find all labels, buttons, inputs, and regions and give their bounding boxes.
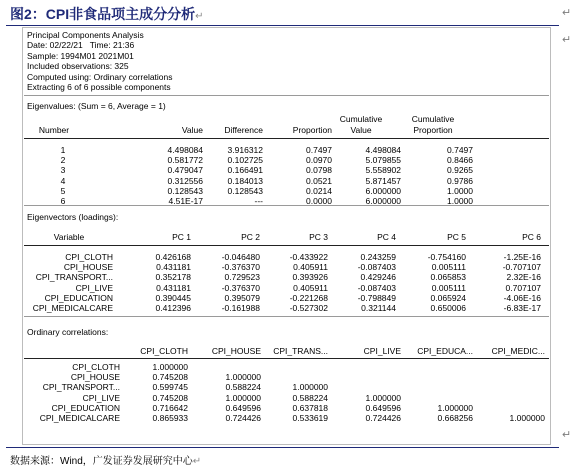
- table-cell: 0.716642: [152, 402, 188, 413]
- table-cell: 1.000000: [437, 402, 473, 413]
- column-header: CPI_HOUSE: [211, 346, 261, 356]
- table-cell: -0.376370: [221, 282, 260, 293]
- row-label: CPI_TRANSPORT...: [35, 272, 113, 283]
- table-cell: 1.000000: [365, 392, 401, 403]
- table-cell: 0.065924: [430, 292, 466, 303]
- table-divider: [24, 245, 549, 246]
- table-cell: -0.707107: [502, 262, 541, 273]
- row-number: 2: [60, 155, 66, 166]
- return-mark-icon: ↵: [195, 11, 204, 22]
- table-cell: 0.533619: [292, 413, 328, 423]
- row-label: CPI_TRANSPORT...: [42, 382, 120, 393]
- table-cell: 0.724426: [225, 413, 261, 423]
- table-cell: 0.312556: [167, 175, 203, 186]
- column-header: CPI_EDUCA...: [417, 346, 473, 356]
- column-header: CPI_LIVE: [363, 346, 401, 356]
- row-number: 3: [60, 165, 66, 176]
- table-cell: 6.000000: [365, 196, 401, 206]
- row-number: 6: [60, 196, 66, 206]
- table-cell: -0.754160: [427, 252, 466, 262]
- table-cell: 0.0798: [306, 165, 332, 176]
- table-cell: 1.000000: [152, 362, 188, 372]
- table-cell: 4.498084: [167, 145, 203, 155]
- table-cell: -0.433922: [289, 252, 328, 262]
- table-cell: -0.527302: [289, 303, 328, 313]
- table-cell: 1.000000: [509, 413, 545, 423]
- header-line: Sample: 1994M01 2021M01: [27, 50, 134, 61]
- eviews-output-panel: [22, 27, 551, 445]
- table-cell: 0.390445: [155, 292, 191, 303]
- table-cell: -0.087403: [357, 282, 396, 293]
- column-header: PC 2: [241, 232, 260, 242]
- table-cell: 0.7497: [306, 145, 332, 155]
- table-cell: 0.479047: [167, 165, 203, 176]
- header-line: Included observations: 325: [27, 61, 129, 72]
- table-cell: 0.8466: [447, 155, 473, 166]
- column-header: Cumulative: [339, 114, 383, 124]
- table-cell: -0.221268: [289, 292, 328, 303]
- column-header: PC 3: [309, 232, 328, 242]
- column-header: Proportion: [292, 125, 332, 135]
- header-line: Computed using: Ordinary correlations: [27, 71, 173, 82]
- table-cell: -0.046480: [221, 252, 260, 262]
- table-cell: 0.431181: [156, 282, 191, 293]
- column-header: Variable: [53, 232, 85, 242]
- column-header: PC 6: [522, 232, 541, 242]
- row-label: CPI_HOUSE: [70, 372, 120, 383]
- column-header: Proportion: [413, 125, 453, 135]
- table-cell: -6.83E-17: [503, 303, 541, 313]
- column-header: PC 4: [377, 232, 396, 242]
- table-cell: 0.650006: [430, 303, 466, 313]
- column-header: Cumulative: [411, 114, 455, 124]
- table-cell: 0.184013: [227, 175, 263, 186]
- table-cell: 0.431181: [156, 262, 191, 273]
- column-header: Value: [350, 125, 372, 135]
- table-cell: 0.393926: [292, 272, 328, 283]
- row-label: CPI_EDUCATION: [51, 402, 120, 413]
- table-cell: 0.395079: [224, 292, 260, 303]
- row-label: CPI_CLOTH: [72, 362, 120, 372]
- table-cell: 0.9265: [447, 165, 473, 176]
- row-label: CPI_LIVE: [82, 392, 120, 403]
- table-cell: 5.558902: [365, 165, 401, 176]
- table-cell: 4.498084: [365, 145, 401, 155]
- table-cell: 0.426168: [155, 252, 191, 262]
- table-cell: 6.000000: [365, 185, 401, 196]
- table-cell: 0.9786: [447, 175, 473, 186]
- table-cell: 0.412396: [155, 303, 191, 313]
- table-cell: -4.06E-16: [503, 292, 541, 303]
- row-label: CPI_MEDICALCARE: [39, 413, 120, 423]
- table-cell: 0.128543: [167, 185, 203, 196]
- table-cell: 0.243259: [360, 252, 396, 262]
- table-cell: 1.0000: [447, 196, 473, 206]
- column-header: CPI_MEDIC...: [491, 346, 545, 356]
- title-divider: [6, 25, 559, 26]
- table-cell: 0.745208: [152, 392, 188, 403]
- table-cell: -0.161988: [221, 303, 260, 313]
- return-mark-icon: ↵: [192, 456, 202, 467]
- table-cell: 4.51E-17: [168, 196, 203, 206]
- table-cell: 0.065853: [430, 272, 466, 283]
- table-cell: 1.0000: [447, 185, 473, 196]
- table-cell: 0.7497: [447, 145, 473, 155]
- analysis-header: [27, 30, 173, 92]
- table-cell: 2.32E-16: [506, 272, 541, 283]
- footer-divider: [6, 447, 559, 448]
- table-cell: 0.724426: [365, 413, 401, 423]
- divider: [24, 95, 549, 96]
- column-header: Number: [38, 125, 70, 135]
- column-header: PC 1: [172, 232, 191, 242]
- column-header: CPI_CLOTH: [140, 346, 188, 356]
- column-header: Value: [181, 125, 203, 135]
- table-cell: 0.649596: [225, 402, 261, 413]
- table-cell: 3.916312: [227, 145, 263, 155]
- figure-title: 图2：CPI非食品项主成分分析↵: [10, 6, 204, 22]
- row-label: CPI_HOUSE: [63, 262, 113, 273]
- header-line: Principal Components Analysis: [27, 30, 144, 40]
- table-cell: 1.000000: [292, 382, 328, 393]
- table-cell: 0.599745: [152, 382, 188, 393]
- header-line: Date: 02/22/21 Time: 21:36: [27, 40, 135, 51]
- table-cell: 0.668256: [437, 413, 473, 423]
- table-cell: 0.0521: [306, 175, 332, 186]
- table-cell: 0.352178: [155, 272, 191, 283]
- paragraph-mark-icon: ↵: [562, 429, 572, 441]
- column-header: CPI_TRANS...: [273, 346, 328, 356]
- table-cell: ---: [254, 196, 263, 206]
- table-cell: 0.128543: [227, 185, 263, 196]
- row-number: 1: [60, 145, 66, 155]
- header-line: Extracting 6 of 6 possible components: [27, 81, 171, 92]
- row-label: CPI_MEDICALCARE: [32, 303, 113, 313]
- table-cell: 5.871457: [365, 175, 401, 186]
- table-cell: 0.637818: [292, 402, 328, 413]
- table-cell: 5.079855: [365, 155, 401, 166]
- table-cell: 0.429246: [360, 272, 396, 283]
- row-number: 4: [60, 175, 66, 186]
- row-number: 5: [60, 185, 66, 196]
- table-divider: [24, 358, 549, 359]
- section-title: Ordinary correlations:: [27, 327, 109, 337]
- data-source: 数据来源：Wind，广发证券发展研究中心↵: [10, 456, 202, 467]
- table-cell: 0.0000: [306, 196, 332, 206]
- table-divider: [24, 138, 549, 139]
- table-cell: 0.588224: [292, 392, 328, 403]
- table-cell: -0.087403: [357, 262, 396, 273]
- column-header: PC 5: [447, 232, 466, 242]
- table-cell: 0.005111: [431, 262, 466, 273]
- paragraph-mark-icon: ↵: [562, 34, 572, 46]
- section-divider: [24, 205, 549, 206]
- table-cell: 0.581772: [167, 155, 203, 166]
- table-cell: 0.0214: [306, 185, 332, 196]
- column-header: Difference: [224, 125, 263, 135]
- table-cell: 0.405911: [293, 262, 328, 273]
- table-cell: 0.166491: [227, 165, 263, 176]
- table-cell: 0.865933: [152, 413, 188, 423]
- table-cell: 0.0970: [306, 155, 332, 166]
- table-cell: -1.25E-16: [503, 252, 541, 262]
- table-cell: 0.405911: [293, 282, 328, 293]
- section-title: Eigenvectors (loadings):: [27, 212, 119, 222]
- table-cell: 0.321144: [361, 303, 396, 313]
- row-label: CPI_EDUCATION: [44, 292, 113, 303]
- table-cell: -0.798849: [357, 292, 396, 303]
- table-cell: 0.745208: [152, 372, 188, 383]
- table-cell: -0.376370: [221, 262, 260, 273]
- section-title: Eigenvalues: (Sum = 6, Average = 1): [27, 101, 166, 111]
- section-divider: [24, 316, 549, 317]
- table-cell: 1.000000: [225, 372, 261, 383]
- row-label: CPI_CLOTH: [65, 252, 113, 262]
- table-cell: 0.102725: [227, 155, 263, 166]
- table-cell: 1.000000: [225, 392, 261, 403]
- paragraph-mark-icon: ↵: [562, 7, 572, 19]
- table-cell: 0.707107: [505, 282, 541, 293]
- row-label: CPI_LIVE: [75, 282, 113, 293]
- table-cell: 0.729523: [224, 272, 260, 283]
- table-cell: 0.649596: [365, 402, 401, 413]
- table-cell: 0.588224: [225, 382, 261, 393]
- table-cell: 0.005111: [431, 282, 466, 293]
